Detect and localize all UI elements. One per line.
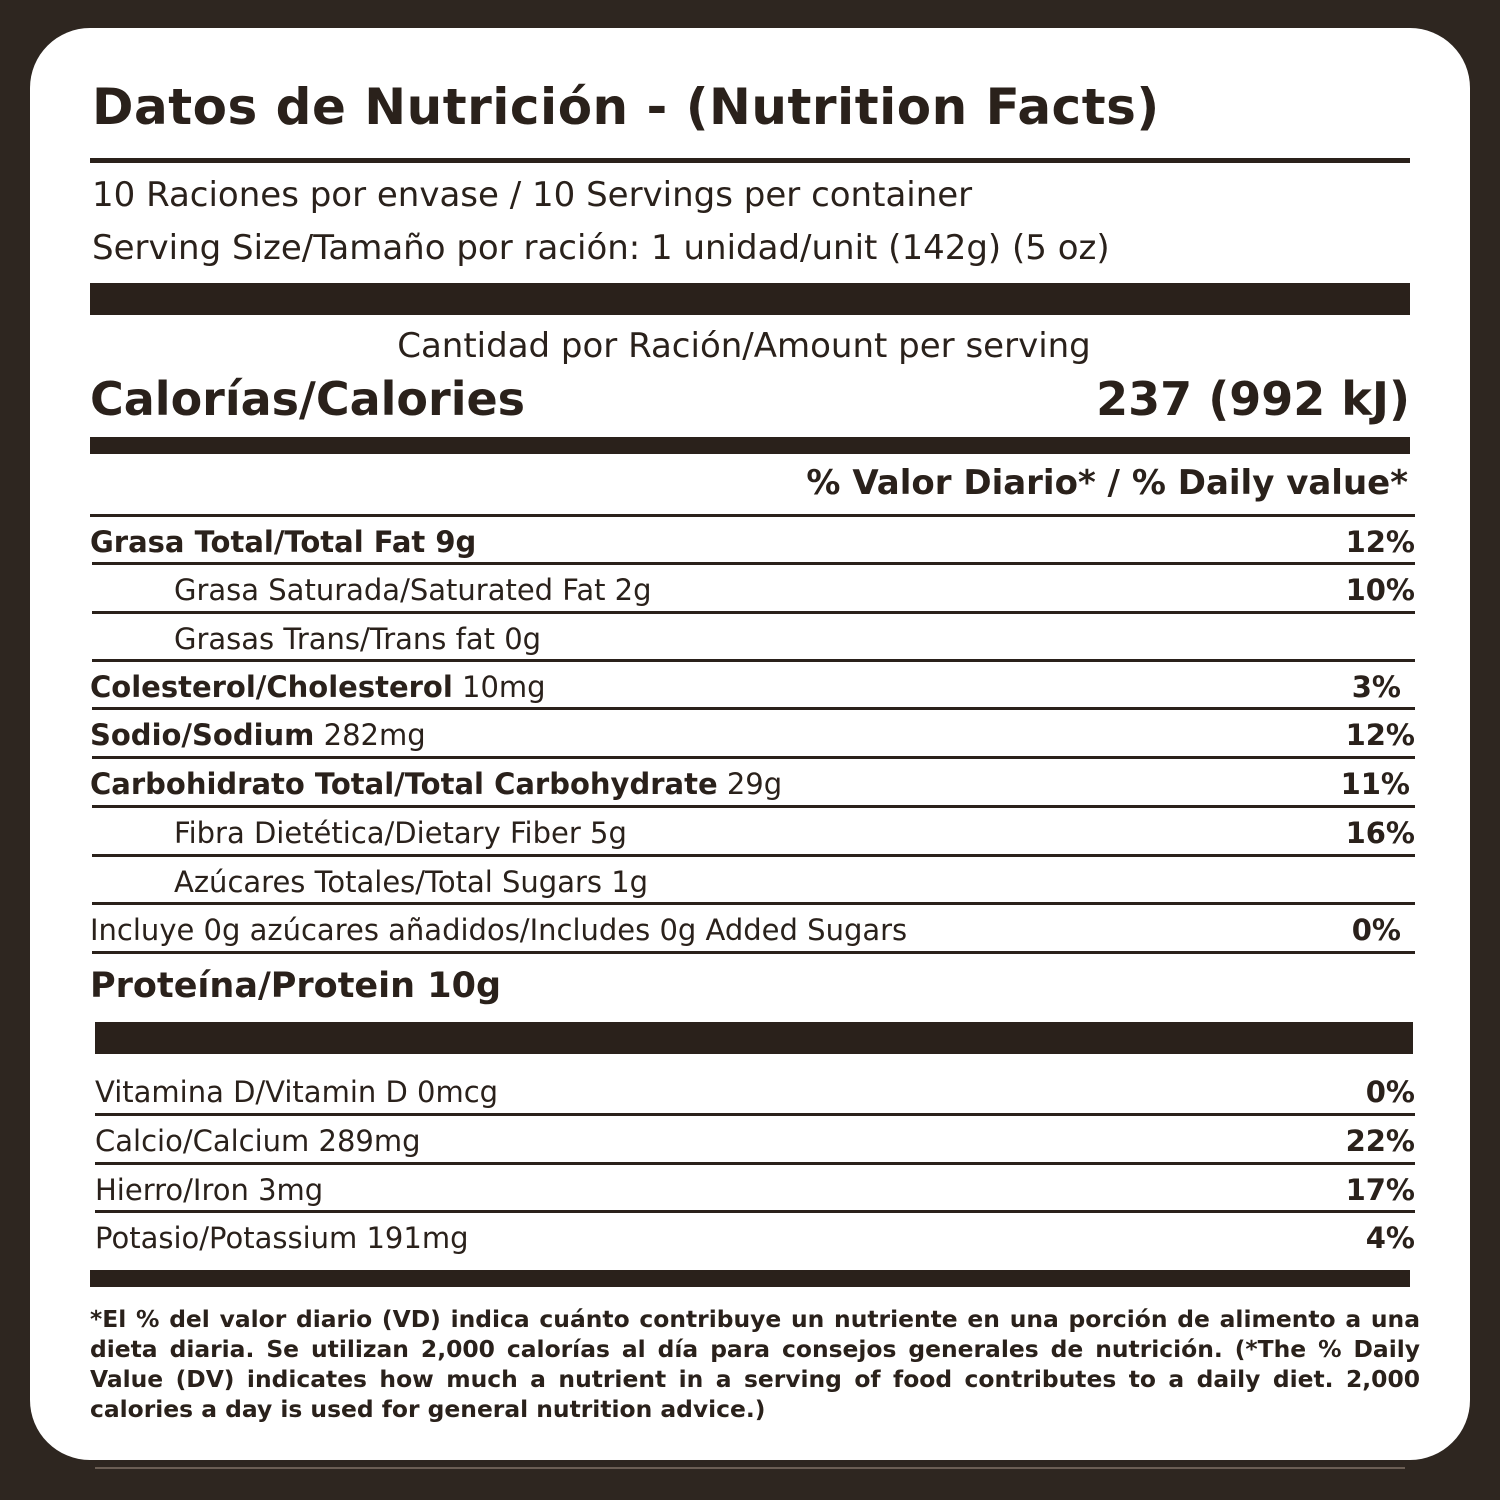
daily-value-header: % Valor Diario* / % Daily value* [806, 463, 1408, 503]
nutrient-label [90, 913, 907, 947]
calories-value: 237 (992 kJ) [1096, 372, 1410, 426]
protein-row: Proteína/Protein 10g [90, 966, 502, 1006]
nutrient-label [174, 865, 648, 899]
nutrient-amount: 10mg [452, 670, 546, 704]
serving-size: Serving Size/Tamaño por ración: 1 unidad/unit (142g) (5 oz) [92, 228, 1110, 268]
vitamin-percent: 0% [1365, 1075, 1415, 1109]
nutrient-amount: Grasa Saturada/Saturated Fat 2g [174, 573, 652, 607]
nutrient-row-sugars [90, 857, 1415, 905]
nutrition-title: Datos de Nutrición - (Nutrition Facts) [92, 78, 1160, 136]
nutrient-row-sodium [90, 710, 1415, 758]
vitamin-row-d [95, 1067, 1415, 1115]
nutrient-name: Carbohidrato Total/Total Carbohydrate [90, 767, 718, 801]
nutrient-percent: 12% [1345, 718, 1415, 752]
vitamin-percent: 22% [1345, 1124, 1415, 1158]
nutrient-label [90, 767, 782, 801]
nutrient-label [174, 622, 541, 656]
vitamin-row-iron [95, 1165, 1415, 1213]
calories-label: Calorías/Calories [90, 372, 526, 426]
servings-per-container: 10 Raciones por envase / 10 Servings per container [92, 175, 973, 215]
nutrient-name: Sodio/Sodium [90, 718, 315, 752]
nutrient-row-total-fat [90, 517, 1415, 565]
nutrient-percent: 11% [1340, 767, 1410, 801]
nutrient-percent: 10% [1345, 573, 1415, 607]
bottom-divider [95, 1467, 1405, 1469]
nutrient-amount: Azúcares Totales/Total Sugars 1g [174, 865, 649, 899]
nutrient-amount: Grasas Trans/Trans fat 0g [174, 622, 542, 656]
divider-medium [90, 1270, 1410, 1287]
nutrient-row-cholesterol [90, 662, 1415, 710]
nutrient-label [90, 718, 426, 752]
daily-value-footnote: *El % del valor diario (VD) indica cuánto contribuye un nutriente en una porción de alimento a una dieta diaria. Se utilizan 2,000 calorías al día para consejos generales de nutrición. (*The % Daily Value (DV) indicates how much a nutrient in a serving of food contributes to a daily diet. 2,000 calories a day is used for general nutrition advice.) [90, 1305, 1420, 1423]
nutrient-row-carbohydrate [90, 759, 1415, 807]
vitamin-label: Hierro/Iron 3mg [95, 1173, 324, 1207]
divider-thick [90, 283, 1410, 315]
nutrient-name: Grasa Total/Total Fat 9g [90, 525, 477, 559]
nutrient-row-fiber [90, 808, 1415, 856]
vitamin-percent: 17% [1345, 1173, 1415, 1207]
nutrient-name: Colesterol/Cholesterol [90, 670, 453, 704]
amount-per-serving [0, 326, 1500, 366]
vitamin-label: Calcio/Calcium 289mg [95, 1124, 421, 1158]
row-divider [92, 951, 1415, 954]
nutrient-amount: 282mg [314, 718, 426, 752]
nutrient-row-trans-fat [90, 614, 1415, 662]
vitamin-label: Vitamina D/Vitamin D 0mcg [95, 1075, 499, 1109]
nutrient-label [174, 573, 652, 607]
nutrient-amount: Fibra Dietética/Dietary Fiber 5g [174, 816, 627, 850]
nutrient-amount: Incluye 0g azúcares añadidos/Includes 0g Added Sugars [90, 913, 908, 947]
vitamin-row-calcium [95, 1116, 1415, 1164]
divider-thin [90, 158, 1410, 163]
amount-per-serving-text: Cantidad por Ración/Amount per serving [397, 326, 1091, 366]
nutrient-percent: 12% [1345, 525, 1415, 559]
nutrient-label [90, 525, 476, 559]
nutrient-label [90, 670, 546, 704]
divider-thick [95, 1022, 1413, 1054]
divider-medium [90, 437, 1410, 454]
vitamin-row-potassium [95, 1213, 1415, 1261]
nutrient-label [174, 816, 627, 850]
nutrient-percent: 0% [1351, 913, 1401, 947]
nutrient-amount: 29g [717, 767, 783, 801]
nutrient-row-added-sugars [90, 905, 1415, 953]
nutrient-row-saturated-fat [90, 565, 1415, 613]
nutrient-percent: 3% [1351, 670, 1401, 704]
vitamin-percent: 4% [1365, 1221, 1415, 1255]
nutrient-percent: 16% [1345, 816, 1415, 850]
vitamin-label: Potasio/Potassium 191mg [95, 1221, 469, 1255]
